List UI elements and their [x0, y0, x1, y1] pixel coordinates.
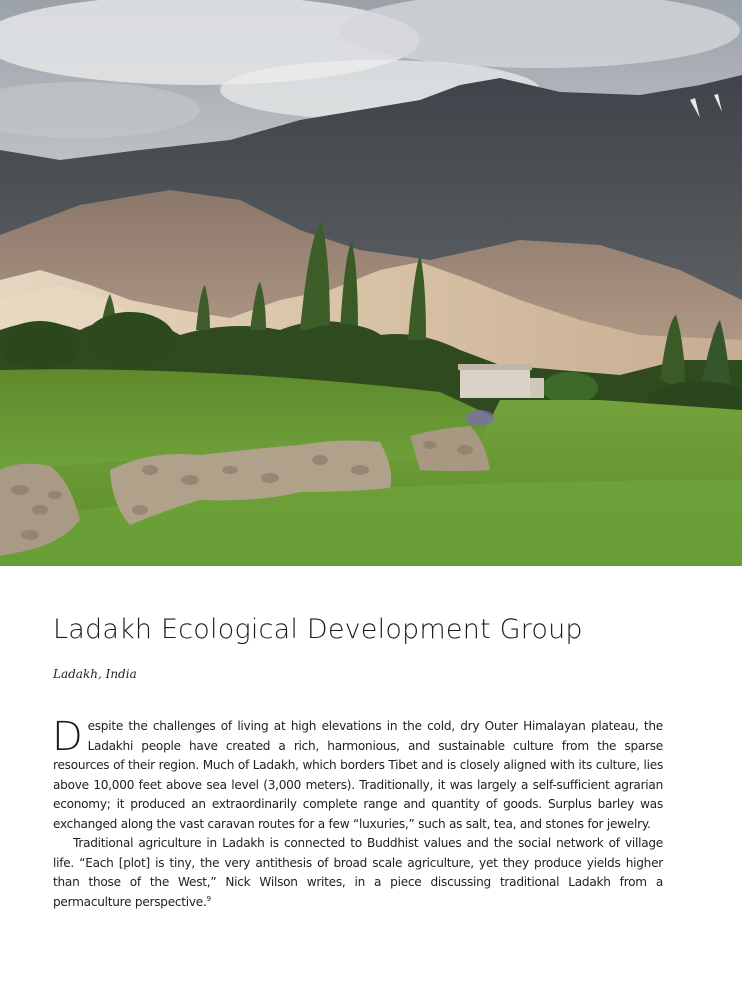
- location-label: Ladakh, India: [53, 667, 137, 681]
- paragraph-1-text: espite the challenges of living at high elevations in the cold, dry Outer Himalayan plateau, the Ladakhi people have created a rich, harmonious, and sustainable culture from the sparse resources of their region. Much of Ladakh, which borders Tibet and is closely aligned with its culture, lies above 10,000 feet above sea level (3,000 meters). Traditionally, it was largely a self-sufficient agrarian economy; it produced an extraordinarily complete range and quantity of goods. Surplus barley was exchanged along the vast caravan routes for a few “luxuries,” such as salt, tea, and stones for jewelry.: [53, 719, 663, 831]
- page-title: Ladakh Ecological Development Group: [53, 614, 583, 645]
- paragraph-1: [52, 714, 663, 834]
- paragraph-2-text: Traditional agriculture in Ladakh is connected to Buddhist values and the social network of village life. “Each [plot] is tiny, the very antithesis of broad scale agriculture, yet they produce yields higher than those of the West,” Nick Wilson writes, in a piece discussing traditional Ladakh from a permaculture perspective.: [53, 836, 663, 909]
- article-body: [52, 714, 663, 912]
- paragraph-2: [53, 834, 663, 912]
- drop-cap: D: [52, 714, 83, 760]
- footnote-marker[interactable]: 9: [206, 894, 211, 903]
